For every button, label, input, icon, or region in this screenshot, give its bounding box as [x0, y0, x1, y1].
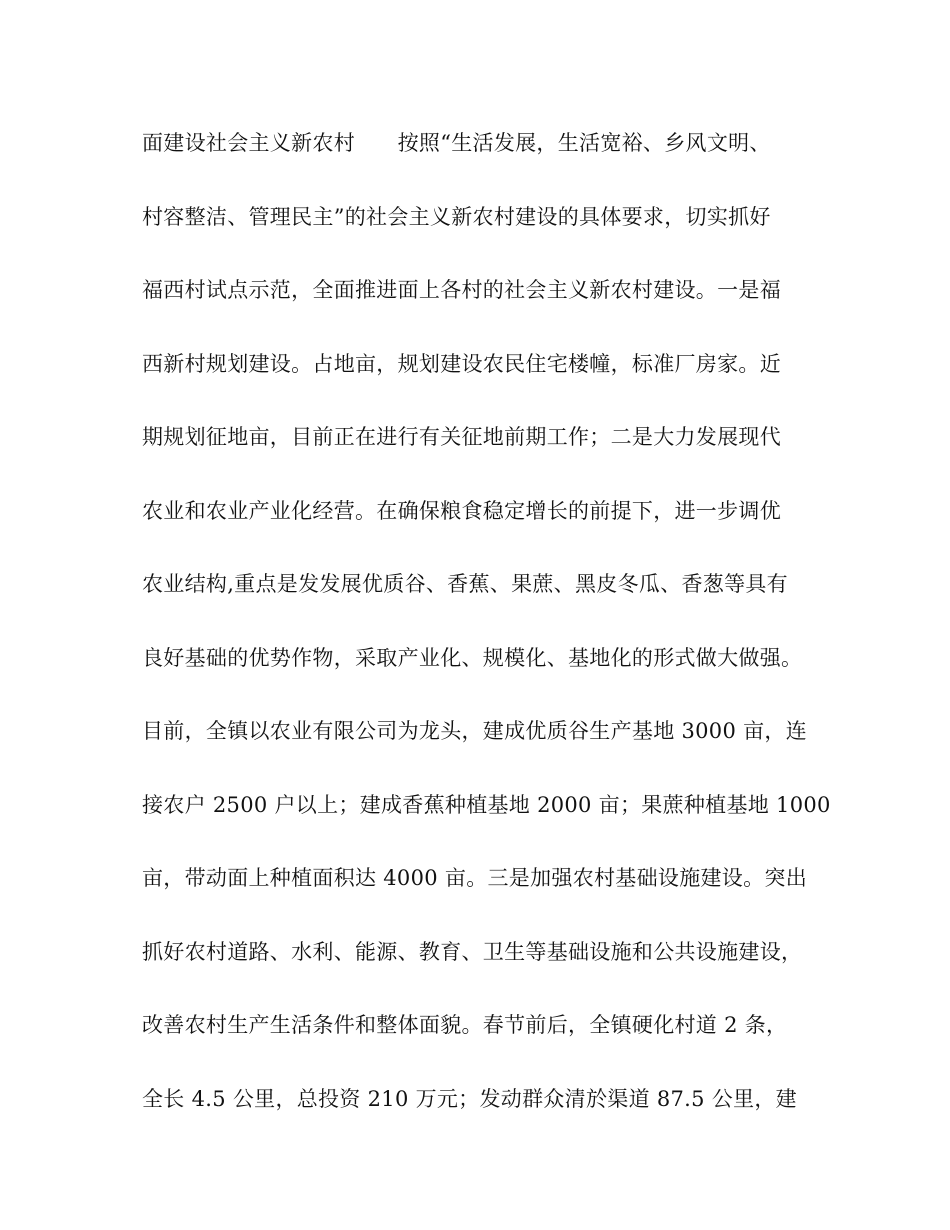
text-line: 农业和农业产业化经营。在确保粮食稳定增长的前提下，进一步调优 [142, 498, 781, 523]
text-line: 全长 4.5 公里，总投资 210 万元；发动群众清於渠道 87.5 公里，建 [142, 1086, 797, 1111]
text-line: 抓好农村道路、水利、能源、教育、卫生等基础设施和公共设施建设， [142, 939, 803, 964]
text-line: 农业结构,重点是发发展优质谷、香蕉、果蔗、黑皮冬瓜、香葱等具有 [142, 572, 788, 596]
text-line: 福西村试点示范，全面推进面上各村的社会主义新农村建设。一是福 [142, 278, 781, 302]
text-line: 面建设社会主义新农村 按照“生活发展，生活宽裕、乡风文明、 [142, 131, 771, 155]
text-line: 西新村规划建设。占地亩，规划建设农民住宅楼幢，标准厂房家。近 [142, 351, 781, 376]
text-line: 亩，带动面上种植面积达 4000 亩。三是加强农村基础设施建设。突出 [142, 866, 807, 890]
text-line: 良好基础的优势作物，采取产业化、规模化、基地化的形式做大做强。 [142, 645, 803, 670]
text-line: 改善农村生产生活条件和整体面貌。春节前后，全镇硬化村道 2 条， [142, 1013, 788, 1037]
text-line: 接农户 2500 户以上；建成香蕉种植基地 2000 亩；果蔗种植基地 1000 [142, 792, 831, 817]
text-line: 目前，全镇以农业有限公司为龙头，建成优质谷生产基地 3000 亩，连 [142, 719, 807, 743]
text-line: 期规划征地亩，目前正在进行有关征地前期工作；二是大力发展现代 [142, 425, 781, 449]
text-line: 村容整洁、管理民主”的社会主义新农村建设的具体要求，切实抓好 [142, 204, 771, 229]
body-text [142, 126, 831, 1155]
